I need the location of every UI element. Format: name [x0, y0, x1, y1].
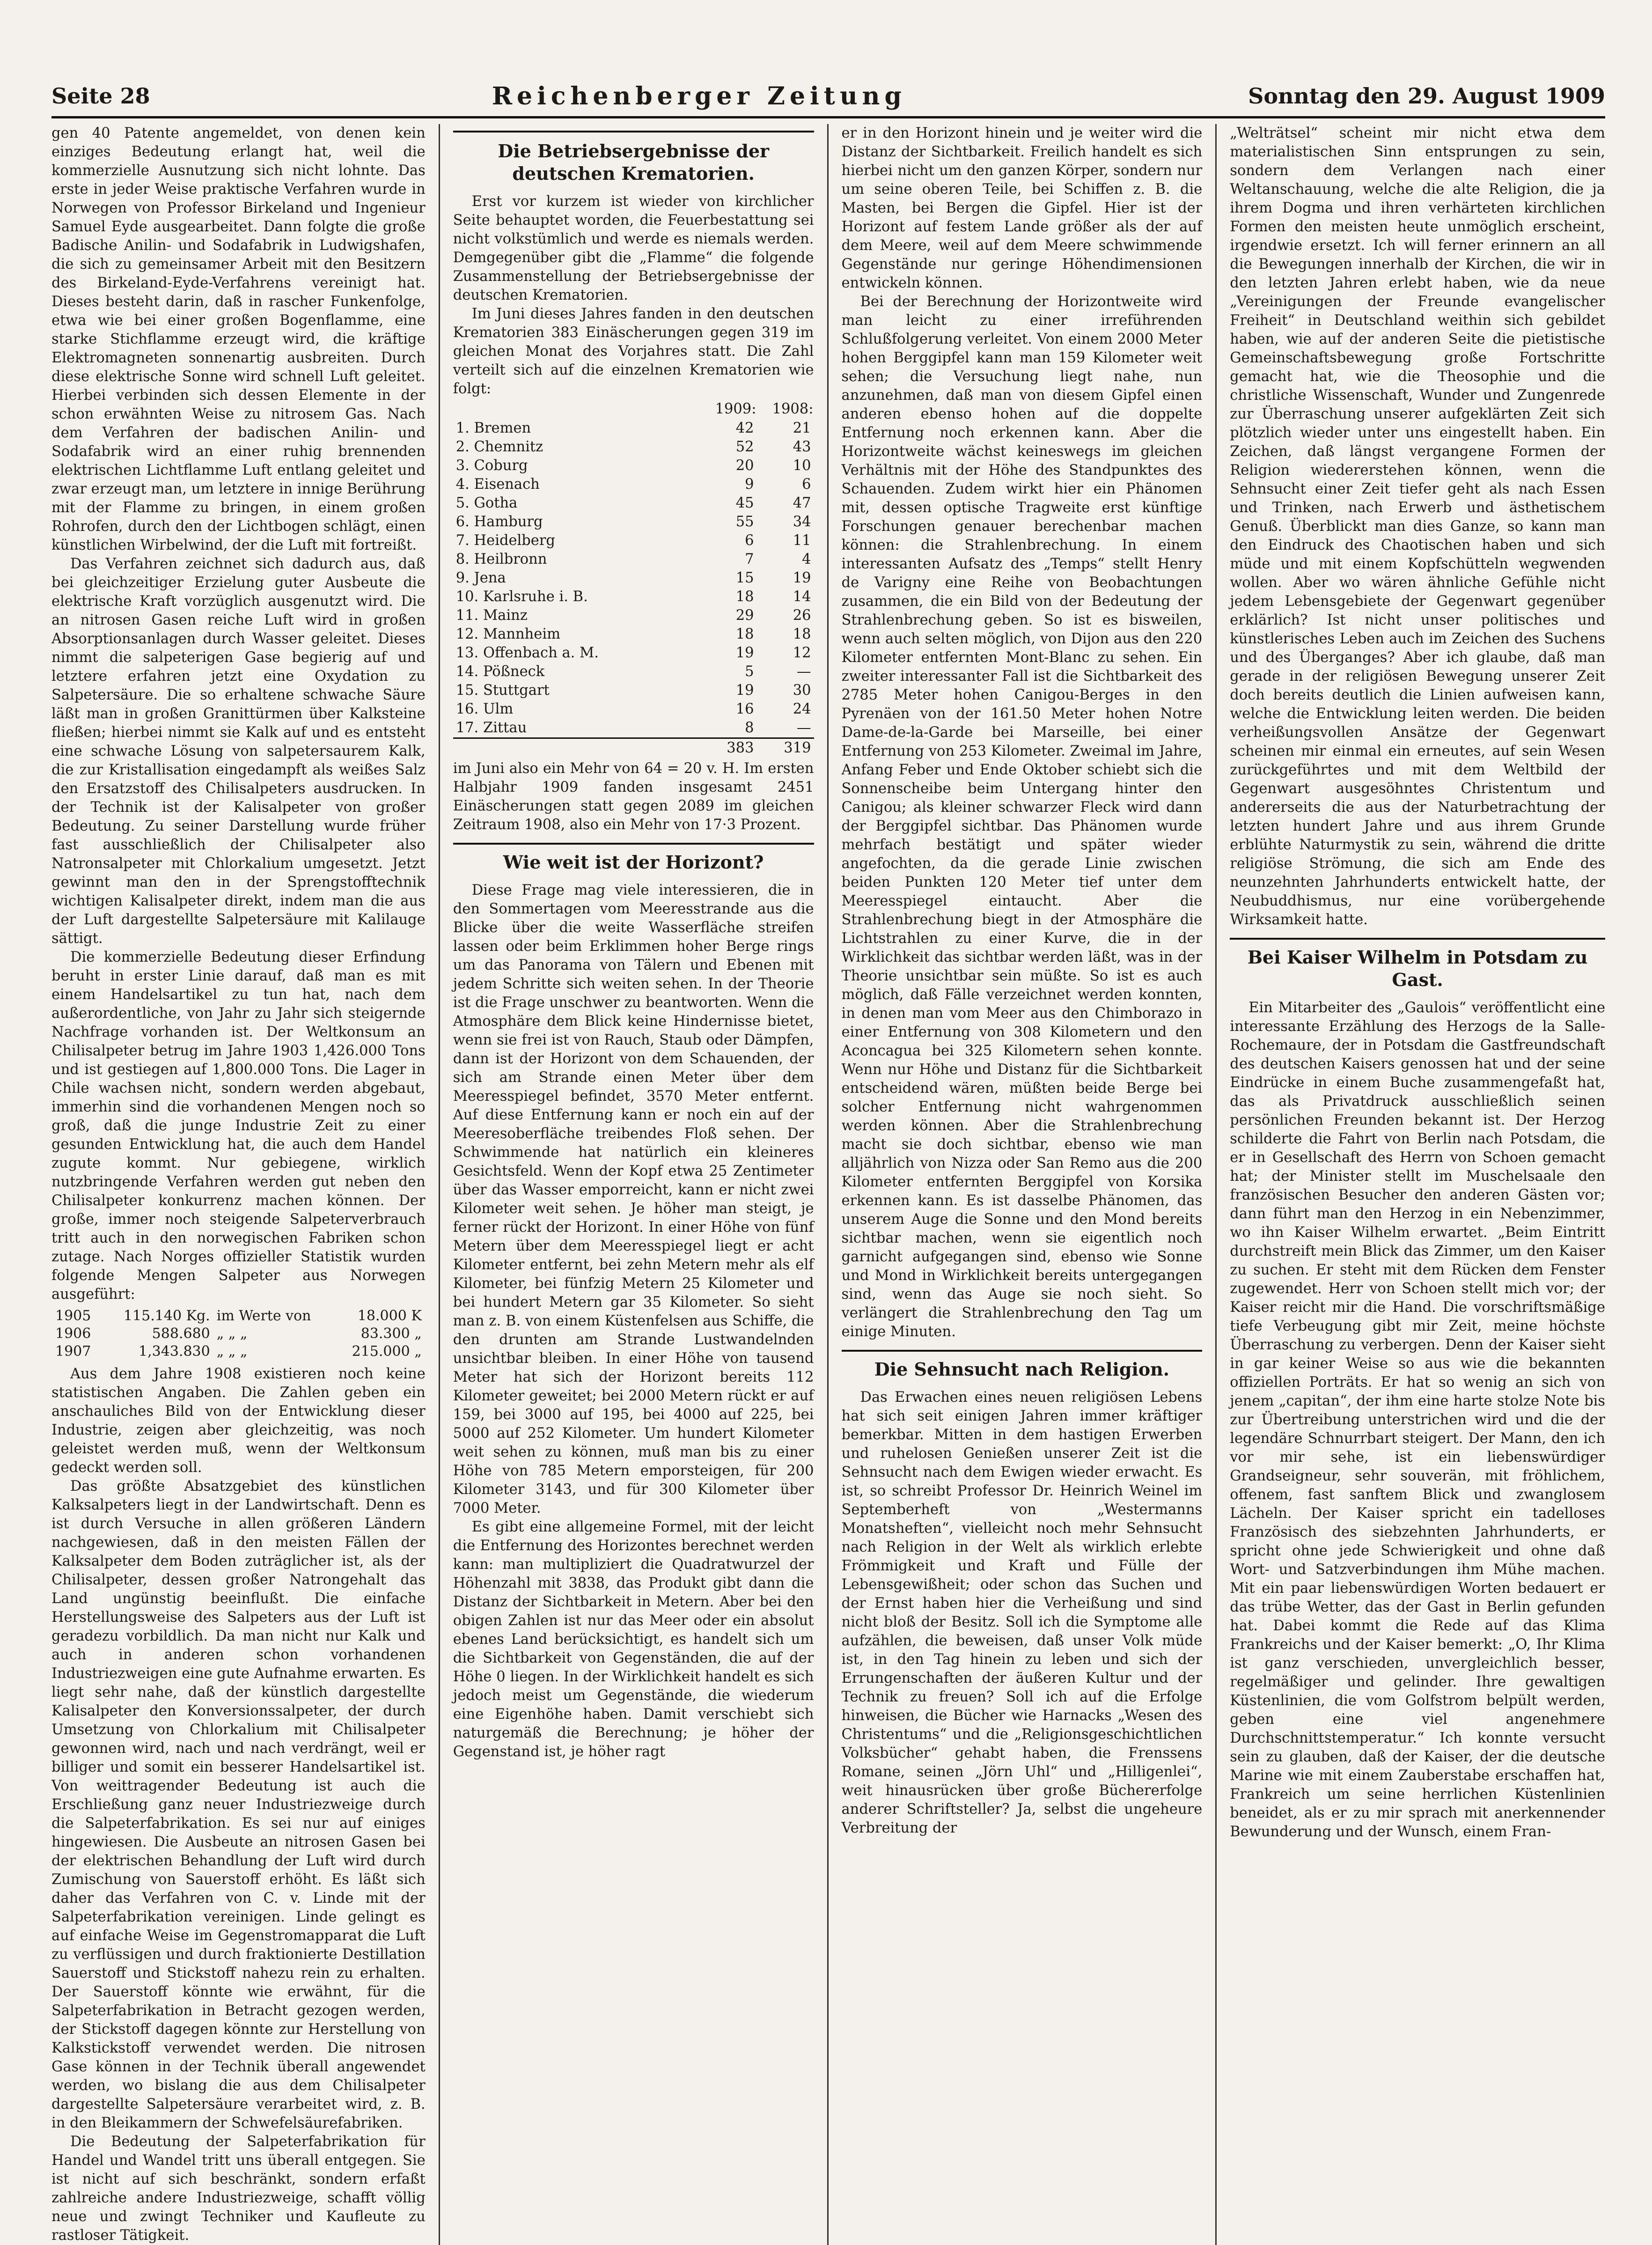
table-row [52, 1343, 425, 1360]
count-1909: 6 [745, 532, 754, 549]
count-1908: 24 [793, 701, 811, 717]
crematorium-name: 16. Ulm [455, 701, 514, 717]
crematorium-name: 7. Heidelberg [455, 532, 555, 549]
table-row [453, 456, 814, 475]
crematorium-name: 1. Bremen [455, 420, 531, 436]
count-1908: 47 [793, 495, 811, 511]
count-1909: 19 [735, 645, 754, 661]
issue-date: Sonntag den 29. August 1909 [1248, 83, 1605, 109]
masthead [51, 80, 1605, 112]
count-1908: 43 [793, 439, 811, 455]
columns [51, 124, 1605, 2244]
paragraph: Die kommerzielle Bedeutung dieser Erfindung beruht in erster Linie darauf, daß man es mit einem Handelsartikel zu tun hat, nach dem außerordentliche, von Jahr zu Jahr sich steigernde Nachfrage vorhanden ist. Der Weltkonsum an Chilisalpeter betrug im Jahre 1903 1,426.000 Tons und ist gestiegen auf 1,800.000 Tons. Die Lager in Chile wachsen nicht, sondern werden abgebaut, immerhin sind die vorhandenen Mengen noch so groß, daß die junge Industrie Zeit zu einer gesunden Entwicklung hat, die auch dem Handel zugute kommt. Nur gebiegene, wirklich nutzbringende Verfahren werden gut neben den Chilisalpeter konkurrenz machen können. Der große, immer noch steigende Salpeterverbrauch tritt auch in den norwegischen Fabriken schon zutage. Nach Norges offizieller Statistik wurden folgende Mengen Salpeter aus Norwegen ausgeführt: [51, 949, 426, 1303]
count-1908: 19 [793, 570, 811, 586]
count-1909: 8 [745, 720, 754, 736]
table-row [453, 606, 814, 625]
table-row [453, 475, 814, 494]
count-1909: 18 [735, 589, 754, 605]
export-value: 83.300 „ [360, 1325, 422, 1342]
paragraph: Im Juni dieses Jahres fanden in den deutschen Krematorien 383 Einäscherungen gegen 319 im gleichen Monat des Vorjahres statt. Die Zahl verteilt sich auf die einzelnen Krematorien wie folgt: [453, 306, 814, 397]
column-3 [829, 124, 1217, 2245]
count-1908: 11 [793, 532, 811, 549]
count-1908: 26 [793, 607, 811, 624]
count-1908: 30 [793, 682, 811, 699]
export-value-label: im Werte von [216, 1308, 311, 1324]
article-title: Bei Kaiser Wilhelm in Potsdam zu Gast. [1247, 947, 1588, 990]
article-title: Wie weit ist der Horizont? [503, 852, 764, 873]
count-1909: 5 [745, 663, 754, 680]
table-row [453, 513, 814, 531]
count-1909: 15 [735, 570, 754, 586]
paragraph: Bei der Berechnung der Horizontweite wird man leicht zu einer irreführenden Schlußfolgerung verleitet. Von einem 2000 Meter hohen Berggipfel kann man 159 Kilometer weit sehen; die Versuchung liegt nahe, nun anzunehmen, daß man von diesem Gipfel einen anderen ebenso hohen auf die doppelte Entfernung noch erkennen kann. Aber die Horizontweite wächst keineswegs im gleichen Verhältnis mit der Höhe des Standpunktes des Schauenden. Zudem wirkt hier ein Phänomen mit, dessen optische Tragweite erst künftige Forschungen genauer berechenbar machen können: die Strahlenbrechung. In einem interessanten Aufsatz des „Temps“ stellt Henry de Varigny eine Reihe von Beobachtungen zusammen, die ein Bild von der Bedeutung der Strahlenbrechung geben. So ist es bisweilen, wenn auch selten möglich, von Dijon aus den 220 Kilometer entfernten Mont-Blanc zu sehen. Ein zweiter interessanter Fall ist die Sichtbarkeit des 2785 Meter hohen Canigou-Berges in den Pyrenäen von der 161.50 Meter hohen Notre Dame-de-la-Garde bei Marseille, bei einer Entfernung von 253 Kilometer. Zweimal im Jahre, Anfang Feber und Ende Oktober schiebt sich die Sonnenscheibe beim Untergang hinter den Canigou; als kleiner schwarzer Fleck wird dann der Berggipfel sichtbar. Das Phänomen wurde mehrfach bestätigt und später wieder angefochten, da die gerade Linie zwischen beiden Punkten 120 Meter tief unter dem Meeresspiegel eintaucht. Aber die Strahlenbrechung biegt in der Atmosphäre die Lichtstrahlen zu einer Kurve, die in der Wirklichkeit das sichtbar werden läßt, was in der Theorie unsichtbar sein müßte. So ist es auch möglich, daß Fälle verzeichnet werden konnten, in denen man vom Meer aus den Chimborazo in einer Entfernung von 308 Kilometern und den Aconcagua bei 325 Kilometern sehen konnte. Wenn nur Höhe und Distanz für die Sichtbarkeit entscheidend wären, müßten beide Berge bei solcher Entfernung nicht wahrgenommen werden können. Aber die Strahlenbrechung macht sie doch sichtbar, ebenso wie man alljährlich von Nizza oder San Remo aus die 200 Kilometer entfernten Berggipfel von Korsika erkennen kann. Es ist dasselbe Phänomen, das unserem Auge die Sonne und den Mond bereits sichtbar machen, wenn sie eigentlich noch garnicht aufgegangen sind, ebenso wie Sonne und Mond in Wirklichkeit bereits untergegangen sind, wenn das Auge sie noch sieht. So verlängert die Strahlenbrechung den Tag um einige Minuten. [841, 294, 1203, 1340]
table-row [52, 1325, 425, 1342]
count-1908: 12 [793, 645, 811, 661]
count-1909: 52 [735, 439, 754, 455]
export-value-label: „ „ „ [216, 1325, 248, 1342]
paragraph: „Welträtsel“ scheint mir nicht etwa dem materialistischen Sinn entsprungen zu sein, sondern dem Verlangen nach einer Weltanschauung, welche die alte Religion, die ja ihrem Dogma und ihren verhärteten kirchlichen Formen den meisten heute unmöglich erscheint, irgendwie ersetzt. Ich will ferner erinnern an all die Bewegungen innerhalb der Kirchen, die wir in den letzten Jahren erlebt haben, wie da neue „Vereinigungen der Freunde evangelischer Freiheit“ in Deutschland weithin sich gebildet haben, wie auf der anderen Seite die pietistische Gemeinschaftsbewegung große Fortschritte gemacht hat, wie die Theosophie und die christliche Wissenschaft, Wunder und Zungenrede zur Überraschung unserer aufgeklärten Zeit sich plötzlich wieder unter uns eingestellt haben. Ein Zeichen, daß längst vergangene Formen der Religion wiedererstehen können, wenn die Sehnsucht einer Zeit tiefer geht als nach Essen und Trinken, nach Erwerb und ästhetischem Genuß. Überblickt man dies Ganze, so kann man den Eindruck des Chaotischen haben und sich müde und mit einem Kopfschütteln wegwenden wollen. Aber wo wären ähnliche Gefühle nicht jedem Lebensgebiete der Gegenwart gegenüber erklärlich? Ist nicht unser politisches und künstlerisches Leben auch im Zeichen des Suchens und des Überganges? Aber ich glaube, daß man gerade in der religiösen Bewegung unserer Zeit doch bereits deutlich die Linien aufweisen kann, welche die Entwicklung leiten werden. Die beiden verheißungsvollen Ansätze der Gegenwart scheinen mir einmal ein erneutes, auf sein Wesen zurückgeführtes und mit dem Weltbild der Gegenwart ausgesöhntes Christentum und andererseits die aus der Naturbetrachtung der letzten hundert Jahre und aus ihrem Grunde erblühte Naturmystik zu sein, während die dritte religiöse Strömung, die sich am Ende des neunzehnten Jahrhunderts entwickelt hatte, der Neubuddhismus, nur eine vorübergehende Wirksamkeit hatte. [1230, 125, 1605, 928]
paragraph: Das Erwachen eines neuen religiösen Lebens hat sich seit einigen Jahren immer kräftiger bemerkbar. Mitten in dem hastigen Erwerben und ruhelosen Genießen unserer Zeit ist die Sehnsucht nach dem Ewigen wieder erwacht. Es ist, so schreibt Professor Dr. Heinrich Weinel im Septemberheft von „Westermanns Monatsheften“, vielleicht noch mehr Sehnsucht nach Religion in der Welt als wirklich erlebte Frömmigkeit und Kraft und Fülle der Lebensgewißheit; oder schon das Suchen und der Ernst haben hier die Verheißung und sind nicht bloß der Besitz. Soll ich die Symptome alle aufzählen, die beweisen, daß unser Volk müde ist, in den Tag hinein zu leben und sich der Errungenschaften der äußeren Kultur und der Technik zu freuen? Soll ich auf die Erfolge hinweisen, die Bücher wie Harnacks „Wesen des Christentums“ und die „Religionsgeschichtlichen Volksbücher“ gehabt haben, die Frenssens Romane, seinen „Jörn Uhl“ und „Hilligenlei“, weit hinausrücken über große Büchererfolge anderer Schriftsteller? Ja, selbst die ungeheure Verbreitung der [841, 1389, 1203, 1836]
paragraph: Es gibt eine allgemeine Formel, mit der leicht die Entfernung des Horizontes berechnet werden kann: man multipliziert die Quadratwurzel der Höhenzahl mit 3838, das Produkt gibt dann die Distanz der Sichtbarkeit in Metern. Aber bei den obigen Zahlen ist nur das Meer oder ein absolut ebenes Land berücksichtigt, es handelt sich um die Sichtbarkeit von Gegenständen, die auf der Höhe 0 liegen. In der Wirklichkeit handelt es sich jedoch meist um Gegenstände, die wiederum eine Eigenhöhe haben. Damit verschiebt sich naturgemäß die Berechnung; je höher der Gegenstand ist, je höher ragt [453, 1519, 814, 1760]
paragraph: im Juni also ein Mehr von 64 = 20 v. H. Im ersten Halbjahr 1909 fanden insgesamt 2451 Einäscherungen statt gegen 2089 im gleichen Zeitraum 1908, also ein Mehr von 17·3 Prozent. [453, 760, 814, 833]
table-row [453, 681, 814, 700]
table-row [453, 644, 814, 662]
table-row [453, 550, 814, 569]
export-table [51, 1307, 426, 1361]
table-row [52, 1308, 425, 1325]
table-row [453, 625, 814, 644]
count-1909: 45 [735, 495, 754, 511]
table-total-row [453, 738, 814, 758]
export-year: 1907 [55, 1343, 91, 1360]
count-1908: 18 [793, 626, 811, 642]
table-row [453, 569, 814, 588]
paragraph: er in den Horizont hinein und je weiter wird die Distanz der Sichtbarkeit. Freilich handelt es sich hierbei nicht um den ganzen Körper, sondern nur um seine oberen Teile, bei Schiffen z. B. die Masten, bei Bergen die Gipfel. Hier ist der Horizont auf festem Lande größer als der auf dem Meere, weil auf dem Meere schwimmende Gegenstände nur geringe Höhendimensionen entwickeln können. [841, 125, 1203, 291]
paragraph: Diese Frage mag viele interessieren, die in den Sommertagen vom Meeresstrande aus die Blicke über die weite Wasserfläche streifen lassen oder beim Erklimmen hoher Berge rings um das Panorama von Tälern und Ebenen mit jedem Schritte sich weiten sehen. In der Theorie ist die Frage unschwer zu beantworten. Wenn die Atmosphäre dem Blick keine Hindernisse bietet, wenn sie frei ist von Rauch, Staub oder Dämpfen, dann ist der Horizont von dem Schauenden, der sich am Strande einen Meter über dem Meeresspiegel befindet, 3570 Meter entfernt. Auf diese Entfernung kann er noch ein auf der Meeresoberfläche treibendes Floß sehen. Der Schwimmende hat natürlich ein kleineres Gesichtsfeld. Wenn der Kopf etwa 25 Zentimeter über das Wasser emporreicht, kann er nicht zwei Kilometer weit sehen. Je höher man steigt, je ferner rückt der Horizont. In einer Höhe von fünf Metern über dem Meeresspiegel liegt er acht Kilometer entfernt, bei zehn Metern mehr als elf Kilometer, bei fünfzig Metern 25 Kilometer und bei hundert Metern gar 35 Kilometer. So sieht man z. B. von einem Küstenfelsen aus Schiffe, die den drunten am Strande Lustwandelnden unsichtbar bleiben. In einer Höhe von tausend Meter hat sich der Horizont bereits 112 Kilometer geweitet; bei 2000 Metern rückt er auf 159, bei 3000 auf 195, bei 4000 auf 225, bei 5000 auf 252 Kilometer. Um hundert Kilometer weit sehen zu können, muß man bis zu einer Höhe von 785 Metern emporsteigen, für 200 Kilometer 3143, und für 300 Kilometer über 7000 Meter. [453, 882, 814, 1516]
count-1909: 55 [735, 514, 754, 530]
column-4 [1217, 124, 1605, 2245]
header-1909: 1909: [715, 401, 756, 417]
paragraph: Ein Mitarbeiter des „Gaulois“ veröffentlicht eine interessante Erzählung des Herzogs de la Salle-Rochemaure, der in Potsdam die Gastfreundschaft des deutschen Kaisers genossen hat und der seine Eindrücke in einem Buche zusammengefaßt hat, das als Privatdruck ausschließlich seinen persönlichen Freunden bekannt ist. Der Herzog schilderte die Fahrt von Berlin nach Potsdam, die er in Gesellschaft des Herrn von Schoen gemacht hat; der Minister stellt im Muschelsaale den französischen Besucher den anderen Gästen vor; dann führt man den Herzog in ein Nebenzimmer, wo ihn Kaiser Wilhelm erwartet. „Beim Eintritt durchstreift mein Blick das Zimmer, um den Kaiser zu suchen. Er steht mit dem Rücken dem Fenster zugewendet. Herr von Schoen stellt mich vor; der Kaiser reicht mir die Hand. Die vorschriftsmäßige tiefe Verbeugung gibt mir Zeit, meine höchste Überraschung zu verbergen. Denn der Kaiser sieht in gar keiner Weise so aus wie die bekannten offiziellen Porträts. Er hat so wenig an sich von jenem „capitan“, der ihm eine harte stolze Note bis zur Übertreibung unterstrichen wird und die der legendäre Schnurrbart steigert. Der Mann, den ich vor mir sehe, ist ein liebenswürdiger Grandseigneur, sehr souverän, mit fröhlichem, offenem, fast sanftem Blick und zwanglosem Lächeln. Der Kaiser spricht ein tadelloses Französisch des siebzehnten Jahrhunderts, er spricht ohne jede Schwierigkeit und ohne daß Wort- und Satzverbindungen ihm Mühe machen. Mit ein paar liebenswürdigen Worten bedauert er das trübe Wetter, das der Gast in Berlin gefunden hat. Dabei kommt die Rede auf das Klima Frankreichs und der Kaiser bemerkt: „O, Ihr Klima ist ganz verschieden, unvergleichlich besser, regelmäßiger und gelinder. Ihre gewaltigen Küstenlinien, die vom Golfstrom belpült werden, geben eine viel angenehmere Durchschnittstemperatur.“ Ich konnte versucht sein zu glauben, daß der Kaiser, der die deutsche Marine wie mit einem Zauberstabe erschaffen hat, Frankreich um seine herrlichen Küstenlinien beneidet, als er zu mir sprach mit anerkennender Bewunderung und der Wunsch, einem Fran- [1230, 1000, 1605, 1840]
export-amount: 115.140 Kg. [123, 1308, 210, 1324]
count-1908: — [797, 720, 811, 736]
count-1908: 14 [793, 589, 811, 605]
crematorium-name: 6. Hamburg [455, 514, 543, 530]
article-title: Die Sehnsucht nach Religion. [874, 1359, 1170, 1380]
newspaper-title: Reichenberger Zeitung [492, 81, 906, 110]
count-1908: 10 [793, 457, 811, 474]
crematorium-name: 14. Pößneck [455, 663, 545, 680]
export-amount: 588.680 [152, 1325, 210, 1342]
table-row [453, 419, 814, 438]
crematorium-name: 11. Mainz [455, 607, 528, 624]
count-1908: 4 [802, 551, 811, 567]
paragraph: Aus dem Jahre 1908 existieren noch keine statistischen Angaben. Die Zahlen geben ein anschauliches Bild von der Entwicklung dieser Industrie, zeigen aber gleichzeitig, was noch geleistet werden muß, wenn der Weltkonsum gedeckt werden soll. [51, 1366, 426, 1476]
crematorium-name: 12. Mannheim [455, 626, 561, 642]
count-1908: 34 [793, 514, 811, 530]
total-1909: 383 [700, 738, 757, 758]
paragraph: Das Verfahren zeichnet sich dadurch aus, daß bei gleichzeitiger Erzielung guter Ausbeute die elektrische Kraft vorzüglich ausgenutzt wird. Die an nitrosen Gasen reiche Luft wird in großen Absorptionsanlagen durch Wasser geleitet. Dieses nimmt die salpeterigen Gase begierig auf und letztere erfahren jetzt eine Oxydation zu Salpetersäure. Die so erhaltene schwache Säure läßt man in großen Granittürmen über Kalksteine fließen; hierbei nimmt sie Kalk auf und es entsteht eine schwache Lösung von salpetersaurem Kalk, die zur Kristallisation eingedampft als weißes Salz den Ersatzstoff des Chilisalpeters ausdrucken. In der Technik ist der Kalisalpeter von großer Bedeutung. Zu seiner Darstellung wurde früher fast ausschließlich der Chilisalpeter also Natronsalpeter mit Chlorkalium umgesetzt. Jetzt gewinnt man den in der Sprengstofftechnik wichtigen Kalisalpeter direkt, indem man die aus der Luft dargestellte Salpetersäure mit Kalilauge sättigt. [51, 556, 426, 947]
count-1908: — [797, 663, 811, 680]
column-1 [51, 124, 440, 2245]
paragraph: gen 40 Patente angemeldet, von denen kein einziges Bedeutung erlangt hat, weil die kommerzielle Ausnutzung sich nicht lohnte. Das erste in jeder Weise praktische Verfahren wurde in Norwegen von Professor Birkeland und Ingenieur Samuel Eyde ausgearbeitet. Dann folgte die große Badische Anilin- und Sodafabrik in Ludwigshafen, die sich zu gemeinsamer Arbeit mit den Besitzern des Birkeland-Eyde-Verfahrens vereinigt hat. Dieses besteht darin, daß in rascher Funkenfolge, etwa wie bei einer großen Bogenflamme, eine starke Stichflamme erzeugt wird, die kräftige Elektromagneten sonnenartig ausbreiten. Durch diese elektrische Sonne wird schnell Luft geleitet. Hierbei verbinden sich dessen Elemente in der schon erwähnten Weise zu nitrosem Gas. Nach dem Verfahren der badischen Anilin- und Sodafabrik wird an einer ruhig brennenden elektrischen Lichtflamme Luft entlang geleitet und zwar erzeugt man, um letztere in innige Berührung mit der Flamme zu bringen, in einem großen Rohrofen, durch den der Lichtbogen schlägt, einen künstlichen Wirbelwind, der die Luft mit fortreißt. [51, 125, 426, 553]
article-separator [453, 843, 814, 845]
crematorium-name: 4. Eisenach [455, 476, 540, 493]
masthead-rule [51, 116, 1605, 118]
table-row [453, 531, 814, 550]
table-row [453, 494, 814, 513]
count-1908: 6 [802, 476, 811, 493]
count-1909: 42 [735, 420, 754, 436]
count-1909: 18 [735, 626, 754, 642]
article-title: Die Betriebsergebnisse der deutschen Krematorien. [453, 131, 814, 185]
header-1908: 1908: [772, 401, 814, 417]
article-separator [842, 1350, 1203, 1352]
crematorium-name: 3. Coburg [455, 457, 528, 474]
export-value: 18.000 K [357, 1308, 422, 1324]
article-separator [1230, 938, 1605, 940]
crematorium-name: 13. Offenbach a. M. [455, 645, 599, 661]
table-row [453, 438, 814, 456]
table-header [453, 399, 814, 419]
crematorium-name: 15. Stuttgart [455, 682, 550, 699]
count-1909: 20 [735, 457, 754, 474]
table-row [453, 719, 814, 738]
crematorium-name: 2. Chemnitz [455, 439, 543, 455]
table-row [453, 700, 814, 719]
export-value: 215.000 „ [352, 1343, 422, 1360]
table-row [453, 588, 814, 606]
page-number: Seite 28 [51, 83, 150, 109]
crematoria-table [453, 399, 814, 758]
export-year: 1905 [55, 1308, 91, 1324]
count-1909: 9 [745, 476, 754, 493]
count-1909: 16 [735, 701, 754, 717]
crematorium-name: 17. Zittau [455, 720, 527, 736]
count-1909: 19 [735, 682, 754, 699]
paragraph: Das größte Absatzgebiet des künstlichen Kalksalpeters liegt in der Landwirtschaft. Denn es ist durch Versuche in allen größeren Ländern nachgewiesen, daß in den meisten Fällen der Kalksalpeter dem Boden zuträglicher ist, als der Chilisalpeter, dessen großer Natrongehalt das Land ungünstig beeinflußt. Die einfache Herstellungsweise des Salpeters aus der Luft ist geradezu vorbildlich. Da man nicht nur Kalk und auch in anderen schon vorhandenen Industriezweigen eine gute Aufnahme erwarten. Es liegt sehr nahe, daß der künstlich dargestellte Kalisalpeter den Konversionssalpeter, der durch Umsetzung von Chlorkalium mit Chilisalpeter gewonnen wird, nach und nach verdrängt, weil er billiger und somit ein besserer Handelsartikel ist. Von weittragender Bedeutung ist auch die Erschließung ganz neuer Industriezweige durch die Salpeterfabrikation. Es sei nur auf einiges hingewiesen. Die Ausbeute an nitrosen Gasen bei der elektrischen Behandlung der Luft wird durch Zumischung von Sauerstoff erhöht. Es läßt sich daher das Verfahren von C. v. Linde mit der Salpeterfabrikation vereinigen. Linde gelingt es auf einfache Weise im Gegenstromapparat die Luft zu verflüssigen und durch fraktionierte Destillation Sauerstoff und Stickstoff nahezu rein zu erhalten. Der Sauerstoff könnte wie erwähnt, für die Salpeterfabrikation in Betracht gezogen werden, der Stickstoff dagegen könnte zur Herstellung von Kalkstickstoff verwendet werden. Die nitrosen Gase können in der Technik überall angewendet werden, wo bislang die aus dem Chilisalpeter dargestellte Salpetersäure verarbeitet wird, z. B. in den Bleikammern der Schwefelsäurefabriken. [51, 1478, 426, 2131]
total-1908: 319 [757, 738, 814, 758]
count-1909: 29 [735, 607, 754, 624]
paragraph: Erst vor kurzem ist wieder von kirchlicher Seite behauptet worden, die Feuerbestattung sei nicht volkstümlich und werde es niemals werden. Demgegenüber gibt die „Flamme“ die folgende Zusammenstellung der Betriebsergebnisse der deutschen Krematorien. [453, 193, 814, 303]
column-2 [440, 124, 829, 2245]
export-year: 1906 [55, 1325, 91, 1342]
export-value-label: „ „ „ [216, 1343, 248, 1360]
export-amount: 1,343.830 [139, 1343, 210, 1360]
paragraph: Die Bedeutung der Salpeterfabrikation für Handel und Wandel tritt uns überall entgegen. Sie ist nicht auf sich beschränkt, sondern erfaßt zahlreiche andere Industriezweige, schafft völlig neue und zwingt Techniker und Kaufleute zu rastloser Tätigkeit. [51, 2134, 426, 2244]
count-1908: 21 [793, 420, 811, 436]
table-row [453, 662, 814, 681]
count-1909: 7 [745, 551, 754, 567]
crematorium-name: 8. Heilbronn [455, 551, 547, 567]
crematorium-name: 10. Karlsruhe i. B. [455, 589, 588, 605]
crematorium-name: 9. Jena [455, 570, 506, 586]
crematorium-name: 5. Gotha [455, 495, 518, 511]
